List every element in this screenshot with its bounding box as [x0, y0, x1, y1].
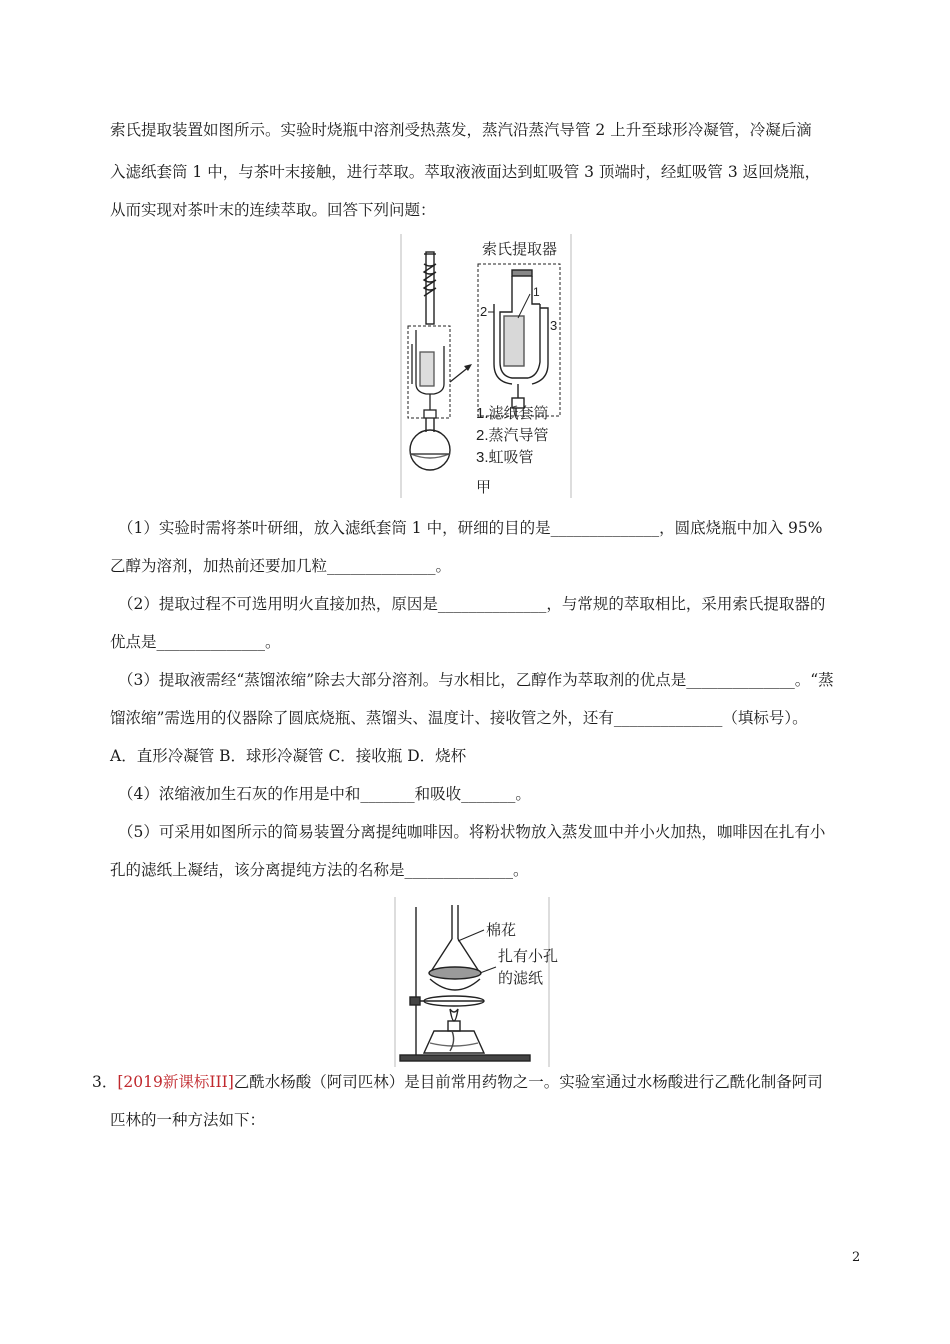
intro-line-3: 从而实现对茶叶末的连续萃取。回答下列问题：	[110, 201, 436, 219]
question-2-line-2: 优点是______________。	[110, 633, 281, 651]
figure-caption: 甲	[476, 479, 492, 496]
label-cotton: 棉花	[486, 922, 517, 939]
arrow-icon	[450, 364, 472, 382]
question-5-line-1: （5）可采用如图所示的简易装置分离提纯咖啡因。将粉状物放入蒸发皿中并小火加热，咖啡因在扎有小	[118, 823, 826, 841]
question-2-line-1: （2）提取过程不可选用明火直接加热，原因是______________，与常规的萃取相比，采用索氏提取器的	[118, 595, 826, 613]
legend-line-3: 3.虹吸管	[476, 449, 534, 466]
extractor-title: 索氏提取器	[482, 241, 558, 258]
funnel-drawing	[429, 905, 481, 990]
question-3-options: A．直形冷凝管 B．球形冷凝管 C．接收瓶 D．烧杯	[110, 747, 467, 765]
label-1: 1	[533, 285, 540, 299]
source-tag: [2019新课标III]	[117, 1073, 234, 1091]
label-paper-1: 扎有小孔	[498, 948, 559, 965]
label-paper-2: 的滤纸	[498, 970, 544, 987]
question-3-line-2: 馏浓缩”需选用的仪器除了圆底烧瓶、蒸馏头、温度计、接收管之外，还有______________（填标号）。	[110, 709, 808, 727]
question-1-line-2: 乙醇为溶剂，加热前还要加几粒______________。	[110, 557, 452, 575]
question-3-header	[92, 1072, 823, 1092]
label-2: 2	[480, 304, 488, 319]
question-number: 3．	[92, 1073, 118, 1091]
condenser-drawing	[424, 252, 436, 324]
intro-line-1: 索氏提取装置如图所示。实验时烧瓶中溶剂受热蒸发，蒸汽沿蒸汽导管 2 上升至球形冷凝管，冷凝后滴	[110, 121, 812, 139]
intro-line-2: 入滤纸套筒 1 中，与茶叶末接触，进行萃取。萃取液液面达到虹吸管 3 顶端时，经虹吸管 3 返回烧瓶，	[110, 163, 821, 181]
question-3-line-1: 乙酰水杨酸（阿司匹林）是目前常用药物之一。实验室通过水杨酸进行乙酰化制备阿司	[233, 1073, 823, 1091]
flask-drawing	[410, 418, 450, 470]
soxhlet-figure	[400, 234, 572, 498]
large-extractor-drawing	[494, 270, 548, 416]
page-number: 2	[852, 1250, 861, 1265]
question-1-line-1: （1）实验时需将茶叶研细，放入滤纸套筒 1 中，研细的目的是______________，圆底烧瓶中加入 95%	[118, 519, 823, 537]
legend-line-2: 2.蒸汽导管	[476, 427, 549, 444]
question-4: （4）浓缩液加生石灰的作用是中和_______和吸收_______。	[118, 785, 531, 803]
question-3-line-2: 匹林的一种方法如下：	[110, 1111, 266, 1129]
question-5-line-2: 孔的滤纸上凝结，该分离提纯方法的名称是______________。	[110, 861, 529, 879]
sublimation-figure	[394, 897, 559, 1067]
small-extractor-drawing	[412, 330, 444, 418]
question-3-line-1: （3）提取液需经“蒸馏浓缩”除去大部分溶剂。与水相比，乙醇作为萃取剂的优点是______________。“蒸	[118, 671, 834, 689]
label-3: 3	[550, 318, 558, 333]
burner-drawing	[424, 1009, 484, 1053]
legend-line-1: 1.滤纸套筒	[476, 405, 549, 422]
